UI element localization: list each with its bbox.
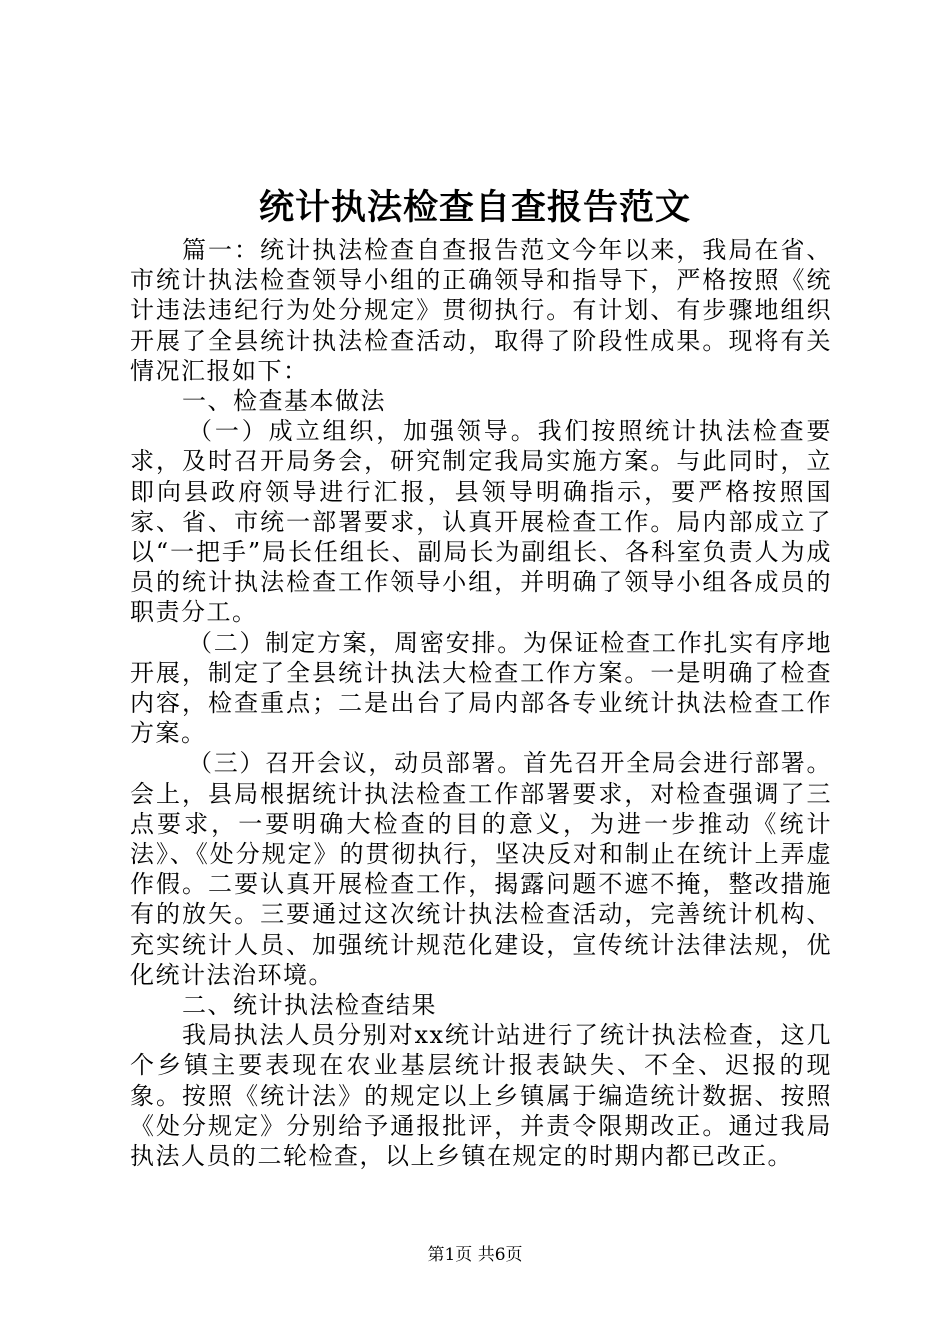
intro-paragraph: 篇一：统计执法检查自查报告范文今年以来，我局在省、市统计执法检查领导小组的正确领导和指导下，严格按照《统计违法违纪行为处分规定》贯彻执行。有计划、有步骤地组织开展了全县统计执法检查活动，取得了阶段性成果。现将有关情况汇报如下：	[130, 236, 832, 385]
document-body	[130, 235, 832, 1171]
document-title: 统计执法检查自查报告范文	[258, 187, 691, 228]
paragraph-organization: （一）成立组织，加强领导。我们按照统计执法检查要求，及时召开局务会，研究制定我局实施方案。与此同时，立即向县政府领导进行汇报，县领导明确指示，要严格按照国家、省、市统一部署要求，认真开展检查工作。局内部成立了以“一把手”局长任组长、副局长为副组长、各科室负责人为成员的统计执法检查工作领导小组，并明确了领导小组各成员的职责分工。	[130, 417, 832, 627]
paragraph-meeting: （三）召开会议，动员部署。首先召开全局会进行部署。会上，县局根据统计执法检查工作部署要求，对检查强调了三点要求，一要明确大检查的目的意义，为进一步推动《统计法》、《处分规定》的贯彻执行，坚决反对和制止在统计上弄虚作假。二要认真开展检查工作，揭露问题不遮不掩，整改措施有的放矢。三要通过这次统计执法检查活动，完善统计机构、充实统计人员、加强统计规范化建设，宣传统计法律法规，优化统计法治环境。	[130, 749, 832, 989]
section-heading-results: 二、统计执法检查结果	[182, 991, 437, 1020]
paragraph-plan: （二）制定方案，周密安排。为保证检查工作扎实有序地开展，制定了全县统计执法大检查工作方案。一是明确了检查内容，检查重点；二是出台了局内部各专业统计执法检查工作方案。	[130, 628, 832, 748]
paragraph-results: 我局执法人员分别对xx统计站进行了统计执法检查，这几个乡镇主要表现在农业基层统计报表缺失、不全、迟报的现象。按照《统计法》的规定以上乡镇属于编造统计数据、按照《处分规定》分别给予通报批评，并责令限期改正。通过我局执法人员的二轮检查，以上乡镇在规定的时期内都已改正。	[130, 1021, 832, 1171]
page-number-footer: 第1页 共6页	[427, 1245, 523, 1265]
section-heading-practices: 一、检查基本做法	[182, 387, 386, 416]
